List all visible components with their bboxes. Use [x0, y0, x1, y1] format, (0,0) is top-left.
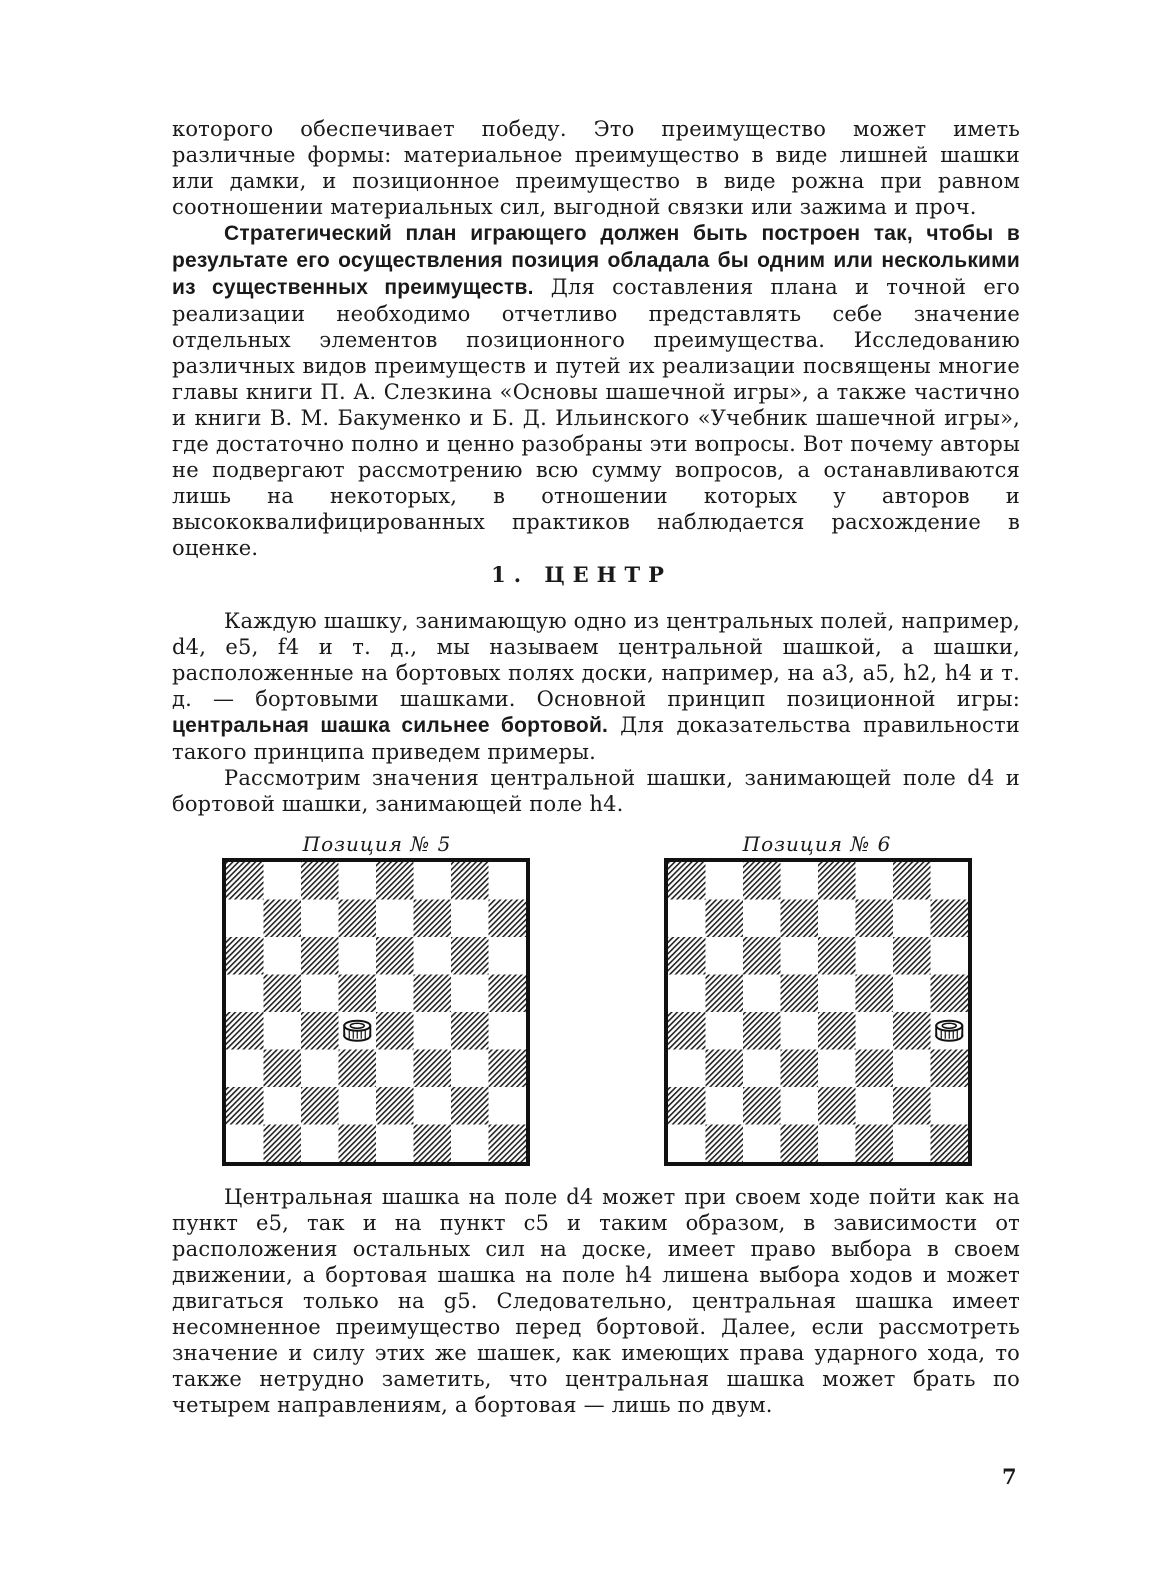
dark-square-d3 [339, 1050, 377, 1088]
checkers-board-position-6 [664, 858, 972, 1166]
dark-square-b3 [706, 1050, 744, 1088]
center-definition-paragraph [172, 608, 1020, 765]
dark-square-e6 [818, 937, 856, 975]
dark-square-d5 [339, 975, 377, 1013]
dark-square-b5 [706, 975, 744, 1013]
dark-square-f5 [856, 975, 894, 1013]
board-grid [668, 862, 968, 1162]
bottom-text-block [172, 1184, 1020, 1418]
dark-square-h3 [931, 1050, 969, 1088]
center-principle-bold: центральная шашка сильнее бортовой. [172, 714, 609, 737]
dark-square-c8 [301, 862, 339, 900]
checkers-board-position-5 [222, 858, 530, 1166]
position-5-caption: Позиция № 5 [302, 832, 452, 856]
dark-square-c4 [743, 1012, 781, 1050]
consider-paragraph: Рассмотрим значения центральной шашки, занимающей поле d4 и бортовой шашки, занимающей поле h4. [172, 766, 1020, 816]
dark-square-e4 [818, 1012, 856, 1050]
dark-square-d1 [339, 1125, 377, 1163]
dark-square-f7 [414, 900, 452, 938]
intro-paragraph: которого обеспечивает победу. Это преимущество может иметь различные формы: материальное преимущество в виде лишней шашки или дамки, и позиционное преимущество в виде рожна при равном соотношении материальных сил, выгодной связки или зажима и проч. [172, 117, 1020, 219]
board-grid [226, 862, 526, 1162]
dark-square-h7 [931, 900, 969, 938]
dark-square-h3 [489, 1050, 527, 1088]
dark-square-h5 [931, 975, 969, 1013]
dark-square-d7 [781, 900, 819, 938]
dark-square-f7 [856, 900, 894, 938]
dark-square-g6 [451, 937, 489, 975]
white-checker-piece-icon [934, 1019, 964, 1043]
dark-square-a2 [668, 1087, 706, 1125]
top-text-block [172, 116, 1020, 561]
dark-square-c6 [743, 937, 781, 975]
section-heading: 1. ЦЕНТР [491, 562, 672, 587]
white-checker-piece-icon [342, 1019, 372, 1043]
dark-square-b7 [706, 900, 744, 938]
dark-square-g8 [451, 862, 489, 900]
dark-square-a2 [226, 1087, 264, 1125]
center-definition-end: Для доказательства правильности такого принципа приведем примеры. [172, 713, 1020, 764]
position-6-caption: Позиция № 6 [742, 832, 892, 856]
strategic-paragraph-rest: Для составления плана и точной его реализации необходимо отчетливо представлять себе значение отдельных элементов позиционного преимущества. Исследованию различных видов преимуществ и путей их реализации посвящены многие главы книги П. А. Слезкина «Основы шашечной игры», а также частично и книги В. М. Бакуменко и Б. Д. Ильинского «Учебник шашечной игры», где достаточно полно и ценно разобраны эти вопросы. Вот почему авторы не подвергают рассмотрению всю сумму вопросов, а останавливаются лишь на некоторых, в отношении которых у авторов и высококвалифицированных практиков наблюдается расхождение в оценке. [172, 275, 1020, 560]
dark-square-g2 [451, 1087, 489, 1125]
dark-square-a4 [668, 1012, 706, 1050]
dark-square-e8 [376, 862, 414, 900]
dark-square-a4 [226, 1012, 264, 1050]
strategic-paragraph [172, 220, 1020, 561]
dark-square-c8 [743, 862, 781, 900]
dark-square-b5 [264, 975, 302, 1013]
dark-square-a6 [668, 937, 706, 975]
dark-square-d3 [781, 1050, 819, 1088]
dark-square-g8 [893, 862, 931, 900]
dark-square-e4 [376, 1012, 414, 1050]
dark-square-a6 [226, 937, 264, 975]
strategic-principle-bold: Стратегический план играющего должен быть построен так, чтобы в результате его осуществления позиция обладала бы одним или несколькими из существенных преимуществ. [172, 222, 1020, 299]
dark-square-h1 [931, 1125, 969, 1163]
dark-square-h7 [489, 900, 527, 938]
page-number: 7 [1002, 1464, 1017, 1489]
dark-square-c6 [301, 937, 339, 975]
center-text-block [172, 608, 1020, 817]
dark-square-e2 [818, 1087, 856, 1125]
dark-square-f1 [414, 1125, 452, 1163]
dark-square-e8 [818, 862, 856, 900]
dark-square-a8 [226, 862, 264, 900]
dark-square-h5 [489, 975, 527, 1013]
dark-square-f3 [856, 1050, 894, 1088]
dark-square-c2 [301, 1087, 339, 1125]
dark-square-c4 [301, 1012, 339, 1050]
dark-square-c2 [743, 1087, 781, 1125]
dark-square-b7 [264, 900, 302, 938]
dark-square-e6 [376, 937, 414, 975]
dark-square-e2 [376, 1087, 414, 1125]
dark-square-f5 [414, 975, 452, 1013]
dark-square-g2 [893, 1087, 931, 1125]
dark-square-g6 [893, 937, 931, 975]
comparison-paragraph: Центральная шашка на поле d4 может при своем ходе пойти как на пункт e5, так и на пункт c5 и таким образом, в зависимости от расположения остальных сил на доске, имеет право выбора в своем движении, а бортовая шашка на поле h4 лишена выбора ходов и может двигаться только на g5. Следовательно, центральная шашка имеет несомненное преимущество перед бортовой. Далее, если рассмотреть значение и силу этих же шашек, как имеющих права ударного хода, то также нетрудно заметить, что центральная шашка может брать по четырем направлениям, а бортовая — лишь по двум. [172, 1185, 1020, 1417]
dark-square-b1 [706, 1125, 744, 1163]
dark-square-g4 [451, 1012, 489, 1050]
dark-square-f1 [856, 1125, 894, 1163]
dark-square-a8 [668, 862, 706, 900]
dark-square-d7 [339, 900, 377, 938]
center-definition-start: Каждую шашку, занимающую одно из центральных полей, например, d4, e5, f4 и т. д., мы называем центральной шашкой, а шашки, расположенные на бортовых полях доски, например, на a3, a5, h2, h4 и т. д. — бортовыми шашками. Основной принцип позиционной игры: [172, 609, 1020, 711]
dark-square-d5 [781, 975, 819, 1013]
dark-square-h1 [489, 1125, 527, 1163]
dark-square-g4 [893, 1012, 931, 1050]
dark-square-f3 [414, 1050, 452, 1088]
dark-square-b1 [264, 1125, 302, 1163]
dark-square-b3 [264, 1050, 302, 1088]
dark-square-d1 [781, 1125, 819, 1163]
